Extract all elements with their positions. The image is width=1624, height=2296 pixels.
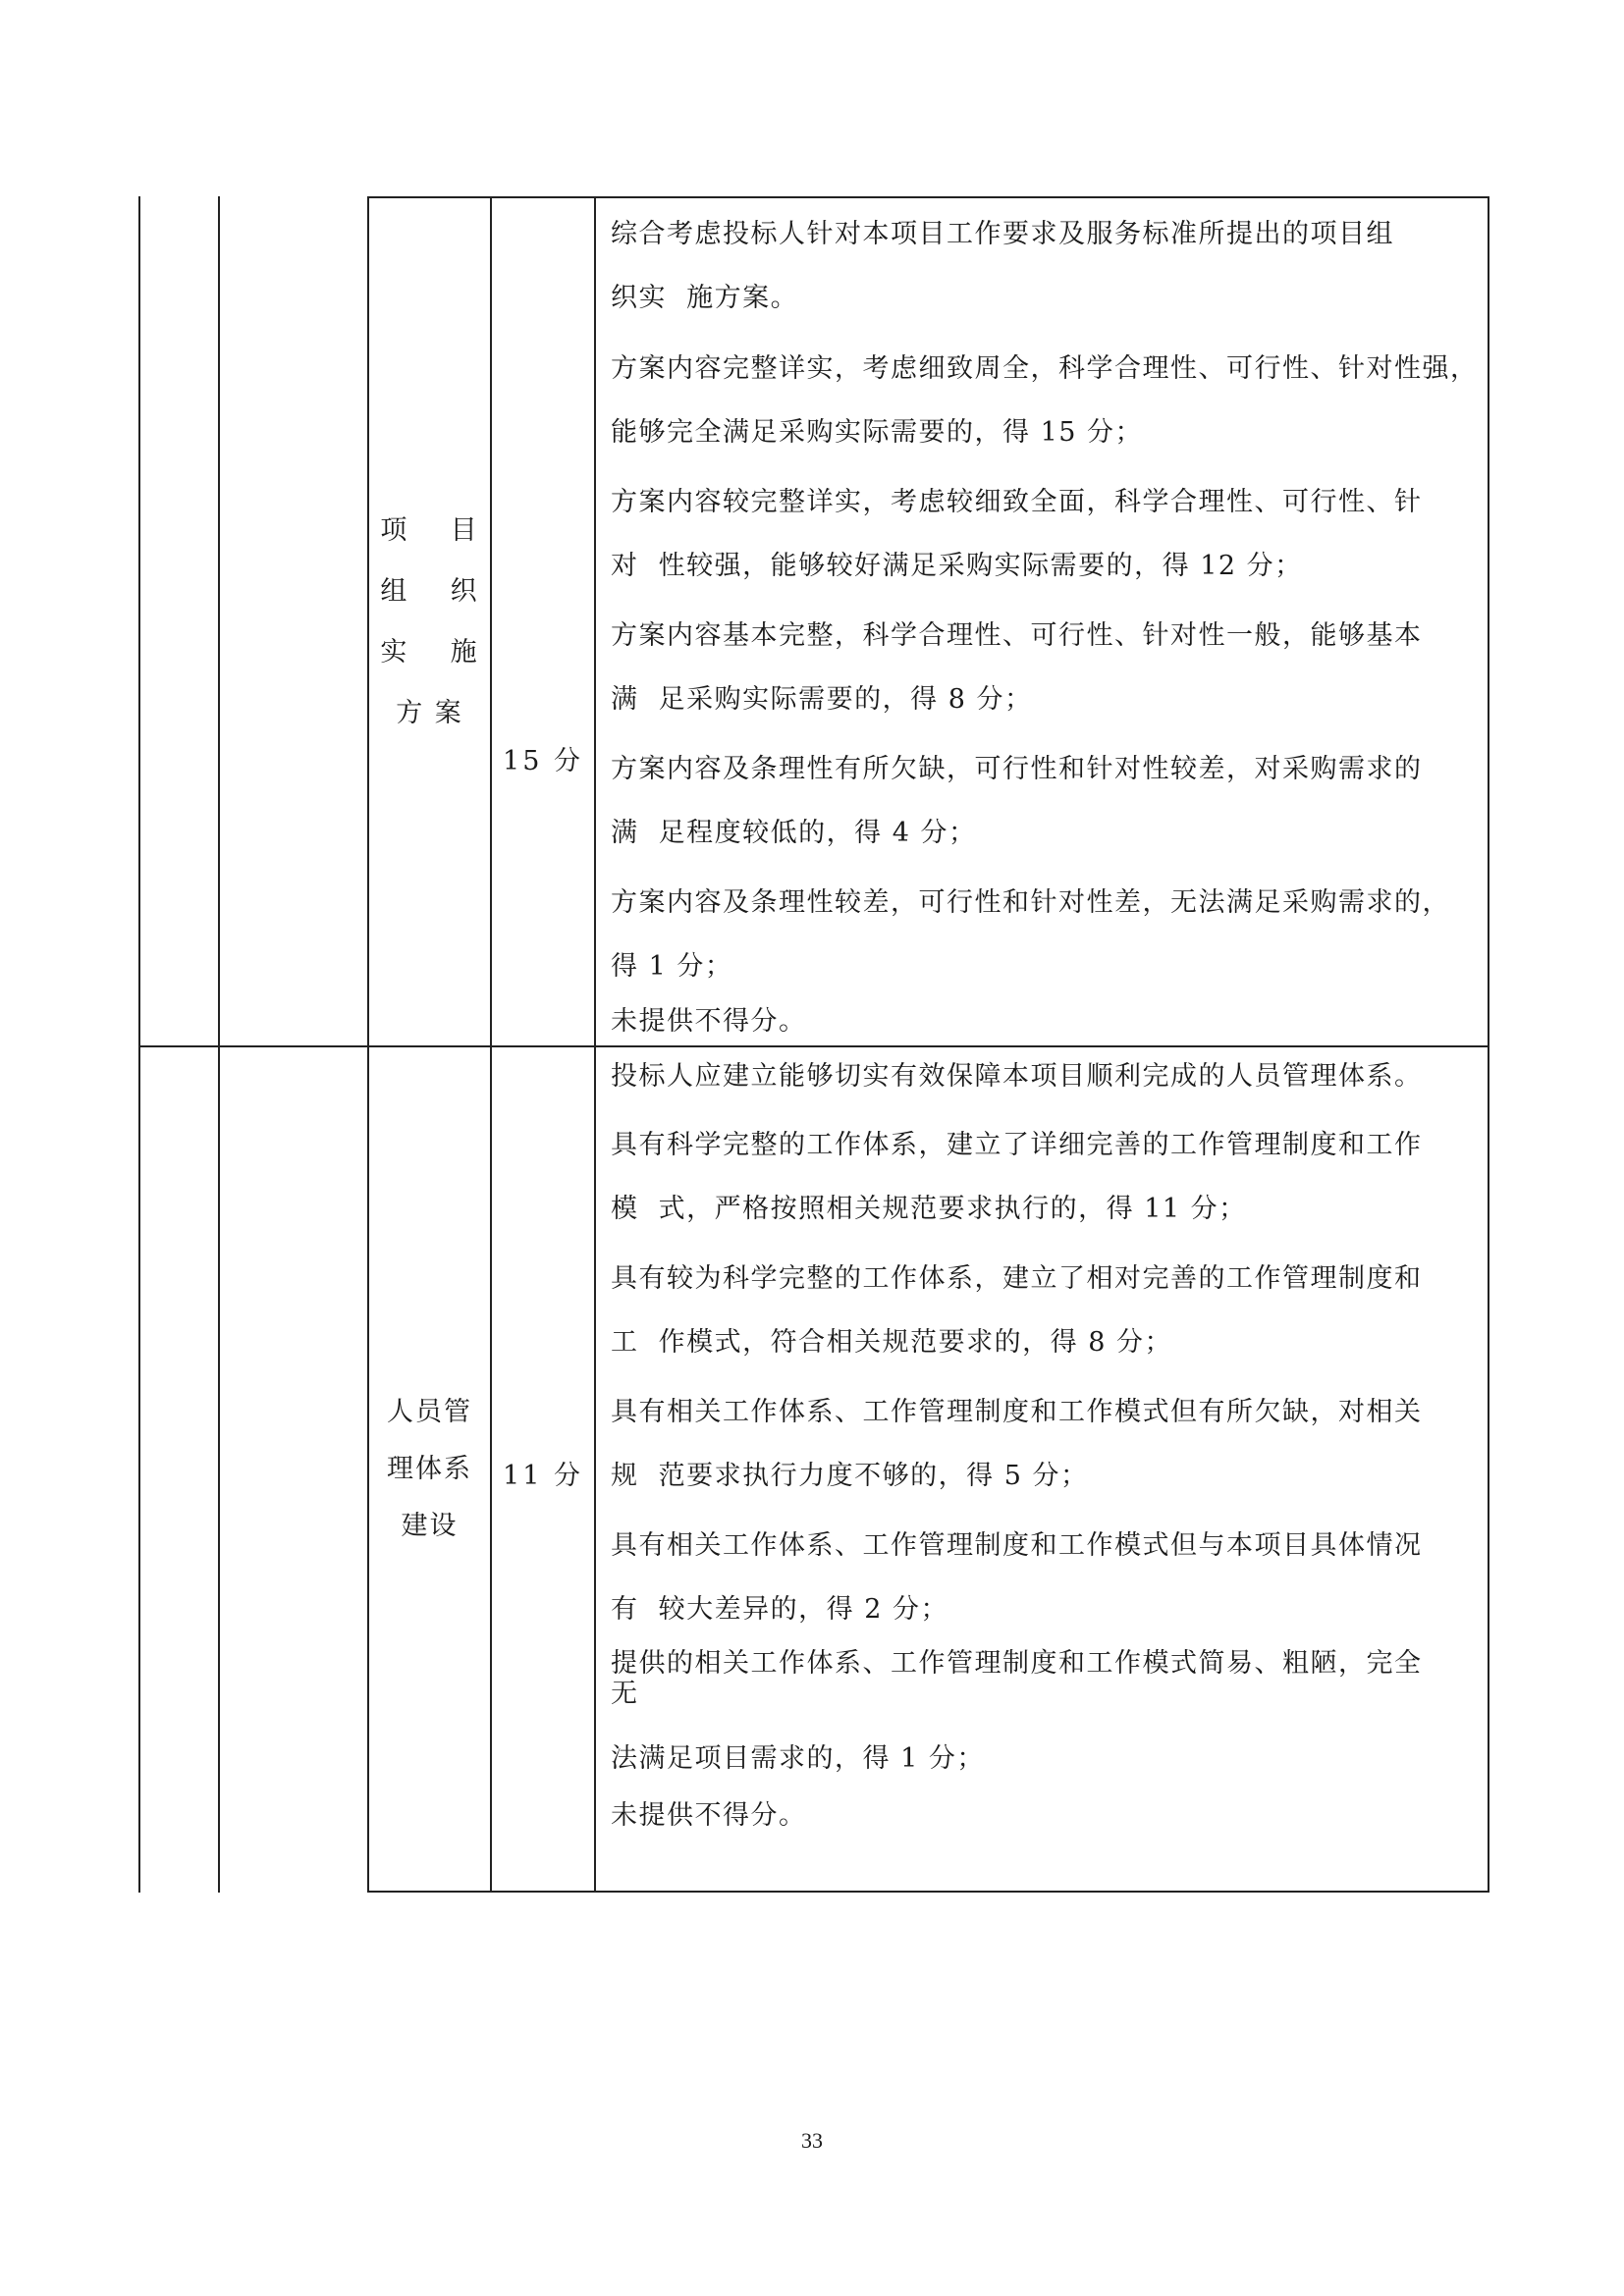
criteria-line: 有 较大差异的，得 2 分； (611, 1594, 949, 1625)
criteria-line: 方案内容完整详实，考虑细致周全，科学合理性、可行性、针对性强， (611, 353, 1479, 384)
row-1-scoring-criteria (611, 201, 1485, 1045)
row-1-criterion-name (369, 198, 490, 1045)
criteria-line: 方案内容较完整详实，考虑较细致全面，科学合理性、可行性、针 (611, 487, 1423, 517)
row-2-score (492, 1443, 594, 1502)
criteria-line: 具有相关工作体系、工作管理制度和工作模式但与本项目具体情况 (611, 1530, 1423, 1561)
criterion-name-line: 实 施 (380, 636, 479, 667)
criteria-line: 无 (611, 1679, 639, 1709)
criterion-name-line: 理体系 (387, 1453, 472, 1484)
criteria-line: 具有相关工作体系、工作管理制度和工作模式但有所欠缺，对相关 (611, 1397, 1423, 1427)
criteria-line: 工 作模式，符合相关规范要求的，得 8 分； (611, 1327, 1173, 1358)
criteria-line: 方案内容及条理性较差，可行性和针对性差，无法满足采购需求的， (611, 887, 1450, 918)
row-1-score (492, 728, 594, 787)
criteria-line: 得 1 分； (611, 951, 733, 982)
page-number: 33 (801, 2128, 823, 2153)
criteria-line: 织实 施方案。 (611, 283, 799, 313)
table-border-left-outer (138, 196, 140, 1893)
criteria-line: 提供的相关工作体系、工作管理制度和工作模式简易、粗陋，完全 (611, 1648, 1423, 1679)
criteria-line: 对 性较强，能够较好满足采购实际需要的，得 12 分； (611, 551, 1303, 581)
criterion-name-line: 人员管 (387, 1396, 472, 1427)
table-border-left-inner (218, 196, 220, 1893)
criteria-line: 未提供不得分。 (611, 1800, 807, 1831)
criteria-line: 模 式，严格按照相关规范要求执行的，得 11 分； (611, 1194, 1247, 1224)
table-border-top (367, 196, 1489, 198)
criteria-line: 能够完全满足采购实际需要的，得 15 分； (611, 417, 1144, 448)
table-border-score-left (490, 196, 492, 1893)
criterion-name-line: 方 案 (396, 697, 463, 728)
criteria-line: 满 足程度较低的，得 4 分； (611, 818, 977, 848)
table-border-right (1488, 196, 1489, 1893)
criteria-line: 具有科学完整的工作体系，建立了详细完善的工作管理制度和工作 (611, 1130, 1423, 1160)
row-2-criterion-name (369, 1047, 490, 1891)
criteria-line: 综合考虑投标人针对本项目工作要求及服务标准所提出的项目组 (611, 219, 1394, 249)
criteria-line: 方案内容及条理性有所欠缺，可行性和针对性较差，对采购需求的 (611, 754, 1423, 784)
criteria-line: 满 足采购实际需要的，得 8 分； (611, 684, 1033, 715)
criteria-line: 具有较为科学完整的工作体系，建立了相对完善的工作管理制度和 (611, 1263, 1423, 1294)
table-border-bottom (367, 1891, 1489, 1893)
score-value: 15 分 (503, 745, 583, 776)
criteria-line: 规 范要求执行力度不够的，得 5 分； (611, 1461, 1089, 1491)
criterion-name-line: 组 织 (380, 575, 479, 607)
criteria-line: 方案内容基本完整，科学合理性、可行性、针对性一般，能够基本 (611, 620, 1423, 651)
criteria-line: 投标人应建立能够切实有效保障本项目顺利完成的人员管理体系。 (611, 1061, 1423, 1092)
criterion-name-line: 项 目 (380, 514, 479, 546)
table-border-content-left (594, 196, 596, 1893)
row-2-scoring-criteria (611, 1047, 1485, 1891)
criterion-name-line: 建设 (401, 1510, 459, 1541)
criteria-line: 法满足项目需求的，得 1 分； (611, 1743, 985, 1774)
criteria-line: 未提供不得分。 (611, 1006, 807, 1037)
score-value: 11 分 (503, 1460, 583, 1491)
